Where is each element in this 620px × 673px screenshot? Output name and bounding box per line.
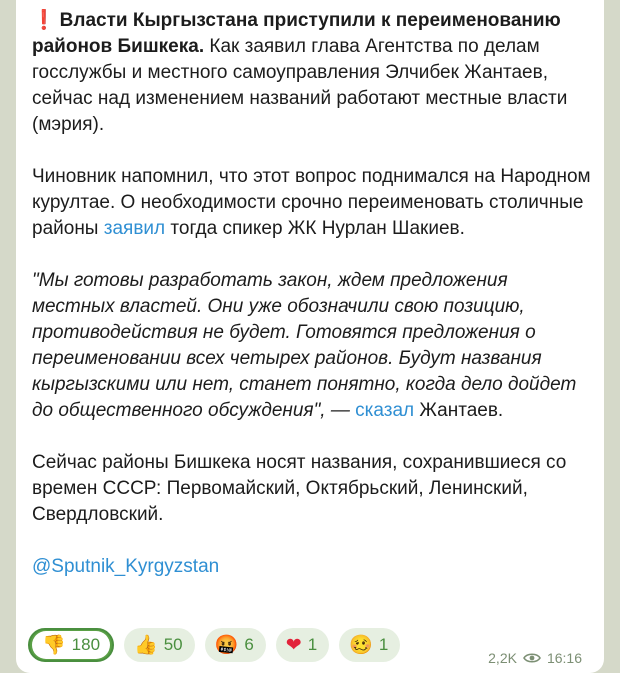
- exclamation-icon: ❗: [32, 10, 56, 31]
- reaction-count: 1: [307, 635, 318, 654]
- reaction-angry[interactable]: [205, 628, 266, 662]
- paragraph-2-text-after: тогда спикер ЖК Нурлан Шакиев.: [165, 218, 465, 239]
- paragraph-1-text: Как заявил глава Агентства по делам госслужбы и местного самоуправления Элчибек Жантаев, сейчас над изменением названий работают местные власти (мэрия).: [32, 36, 568, 135]
- message-bubble: [16, 0, 604, 673]
- angry-face-icon: 🤬: [214, 633, 239, 656]
- message-meta: [488, 650, 582, 666]
- reaction-thumbs-up[interactable]: [124, 628, 195, 662]
- channel-handle-link[interactable]: @Sputnik_Kyrgyzstan: [32, 556, 220, 577]
- paragraph-2: [32, 164, 592, 242]
- quote-text: "Мы готовы разработать закон, ждем предложения местных властей. Они уже обозначили свою позицию, противодействия не будет. Готовятся предложения о переименовании всех четырех районов. Будут названия кыргызскими или нет, станет понятно, когда дело дойдет до общественного обсуждения", —: [32, 270, 577, 421]
- link-skazal[interactable]: сказал: [355, 400, 415, 421]
- reaction-count: 6: [244, 635, 254, 654]
- channel-handle-paragraph: [32, 554, 592, 580]
- paragraph-4-text: Сейчас районы Бишкека носят названия, сохранившиеся со времен СССР: Первомайский, Октябрьский, Ленинский, Свердловский.: [32, 452, 567, 525]
- paragraph-2-text-before: Чиновник напомнил, что этот вопрос поднимался на Народном курултае. О необходимости срочно переименовать столичные районы: [32, 166, 591, 239]
- reaction-thumbs-down[interactable]: [28, 628, 114, 662]
- thumbs-down-icon: 👎: [42, 633, 66, 656]
- paragraph-1: [32, 8, 592, 138]
- reaction-heart[interactable]: [276, 628, 329, 662]
- paragraph-3: [32, 268, 592, 424]
- reaction-count: 1: [378, 635, 389, 654]
- views-count: 2,2K: [488, 650, 517, 666]
- quote-after: Жантаев.: [414, 400, 504, 421]
- paragraph-4: [32, 450, 592, 528]
- reaction-count: 180: [71, 635, 101, 654]
- heart-icon: ❤: [285, 633, 302, 656]
- eye-icon: [523, 652, 541, 664]
- link-zayavil[interactable]: заявил: [103, 218, 166, 239]
- reaction-count: 50: [163, 635, 183, 654]
- message-time: 16:16: [546, 650, 582, 666]
- reactions-bar: [28, 628, 400, 662]
- thumbs-up-icon: 👍: [134, 633, 158, 656]
- woozy-face-icon: 🥴: [349, 633, 373, 656]
- reaction-woozy[interactable]: [339, 628, 400, 662]
- message-text: [32, 8, 592, 606]
- headline: Власти Кыргызстана приступили к переименованию районов Бишкека.: [32, 10, 561, 57]
- reaction-thumbs-down-inner: [32, 631, 110, 659]
